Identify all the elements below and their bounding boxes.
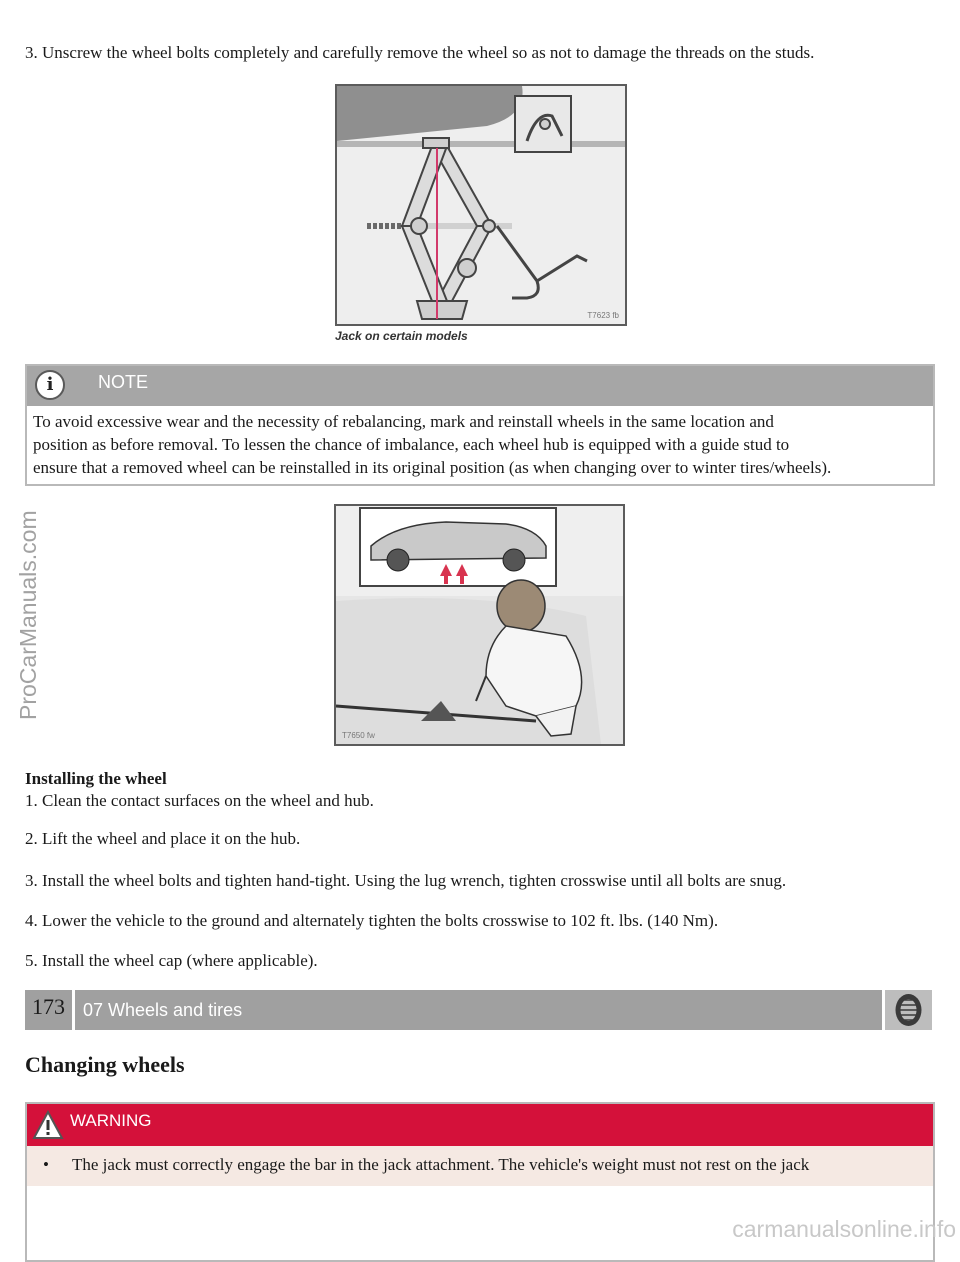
note-title: NOTE <box>98 372 149 392</box>
figure-code: T7650 fw <box>342 731 375 740</box>
watermark: ProCarManuals.com <box>15 510 41 720</box>
page-number: 173 <box>25 990 72 1030</box>
warning-title: WARNING <box>70 1111 152 1130</box>
note-line: To avoid excessive wear and the necessity of rebalancing, mark and reinstall wheels in the same location and <box>33 412 774 431</box>
note-line: ensure that a removed wheel can be reinstalled in its original position (as when changing over to winter tires/wheels). <box>33 458 832 477</box>
install-step: 1. Clean the contact surfaces on the wheel and hub. <box>25 791 374 810</box>
note-text <box>33 410 831 479</box>
note-line: position as before removal. To lessen the chance of imbalance, each wheel hub is equipped with a guide stud to <box>33 435 790 454</box>
install-step: 5. Install the wheel cap (where applicable). <box>25 951 318 970</box>
jack-drawing <box>337 86 625 324</box>
changing-wheels-heading: Changing wheels <box>25 1052 185 1077</box>
warning-triangle-icon <box>32 1110 64 1145</box>
install-step: 3. Install the wheel bolts and tighten hand-tight. Using the lug wrench, tighten crosswise until all bolts are snug. <box>25 871 787 890</box>
warning-text: The jack must correctly engage the bar in the jack attachment. The vehicle's weight must not rest on the jack <box>72 1155 810 1174</box>
jack-illustration <box>335 84 627 326</box>
tire-icon <box>885 990 932 1030</box>
jacking-illustration <box>334 504 625 746</box>
jacking-drawing <box>336 506 623 744</box>
install-step: 2. Lift the wheel and place it on the hub. <box>25 829 301 848</box>
installing-heading: Installing the wheel <box>25 769 167 788</box>
step-3-unscrew-text: 3. Unscrew the wheel bolts completely and carefully remove the wheel so as not to damage the threads on the studs. <box>25 43 815 62</box>
footer-watermark: carmanualsonline.info <box>732 1216 956 1242</box>
bullet-icon: • <box>43 1155 49 1174</box>
figure-code: T7623 fb <box>587 311 619 320</box>
install-step: 4. Lower the vehicle to the ground and alternately tighten the bolts crosswise to 102 ft. lbs. (140 Nm). <box>25 911 719 930</box>
warning-header <box>27 1104 933 1146</box>
section-bar <box>25 990 932 1030</box>
note-header <box>27 366 933 406</box>
info-icon: i <box>35 370 65 400</box>
note-box <box>25 364 935 486</box>
warning-body <box>27 1146 933 1186</box>
figure-caption: Jack on certain models <box>335 329 468 343</box>
section-title: 07 Wheels and tires <box>75 990 882 1030</box>
